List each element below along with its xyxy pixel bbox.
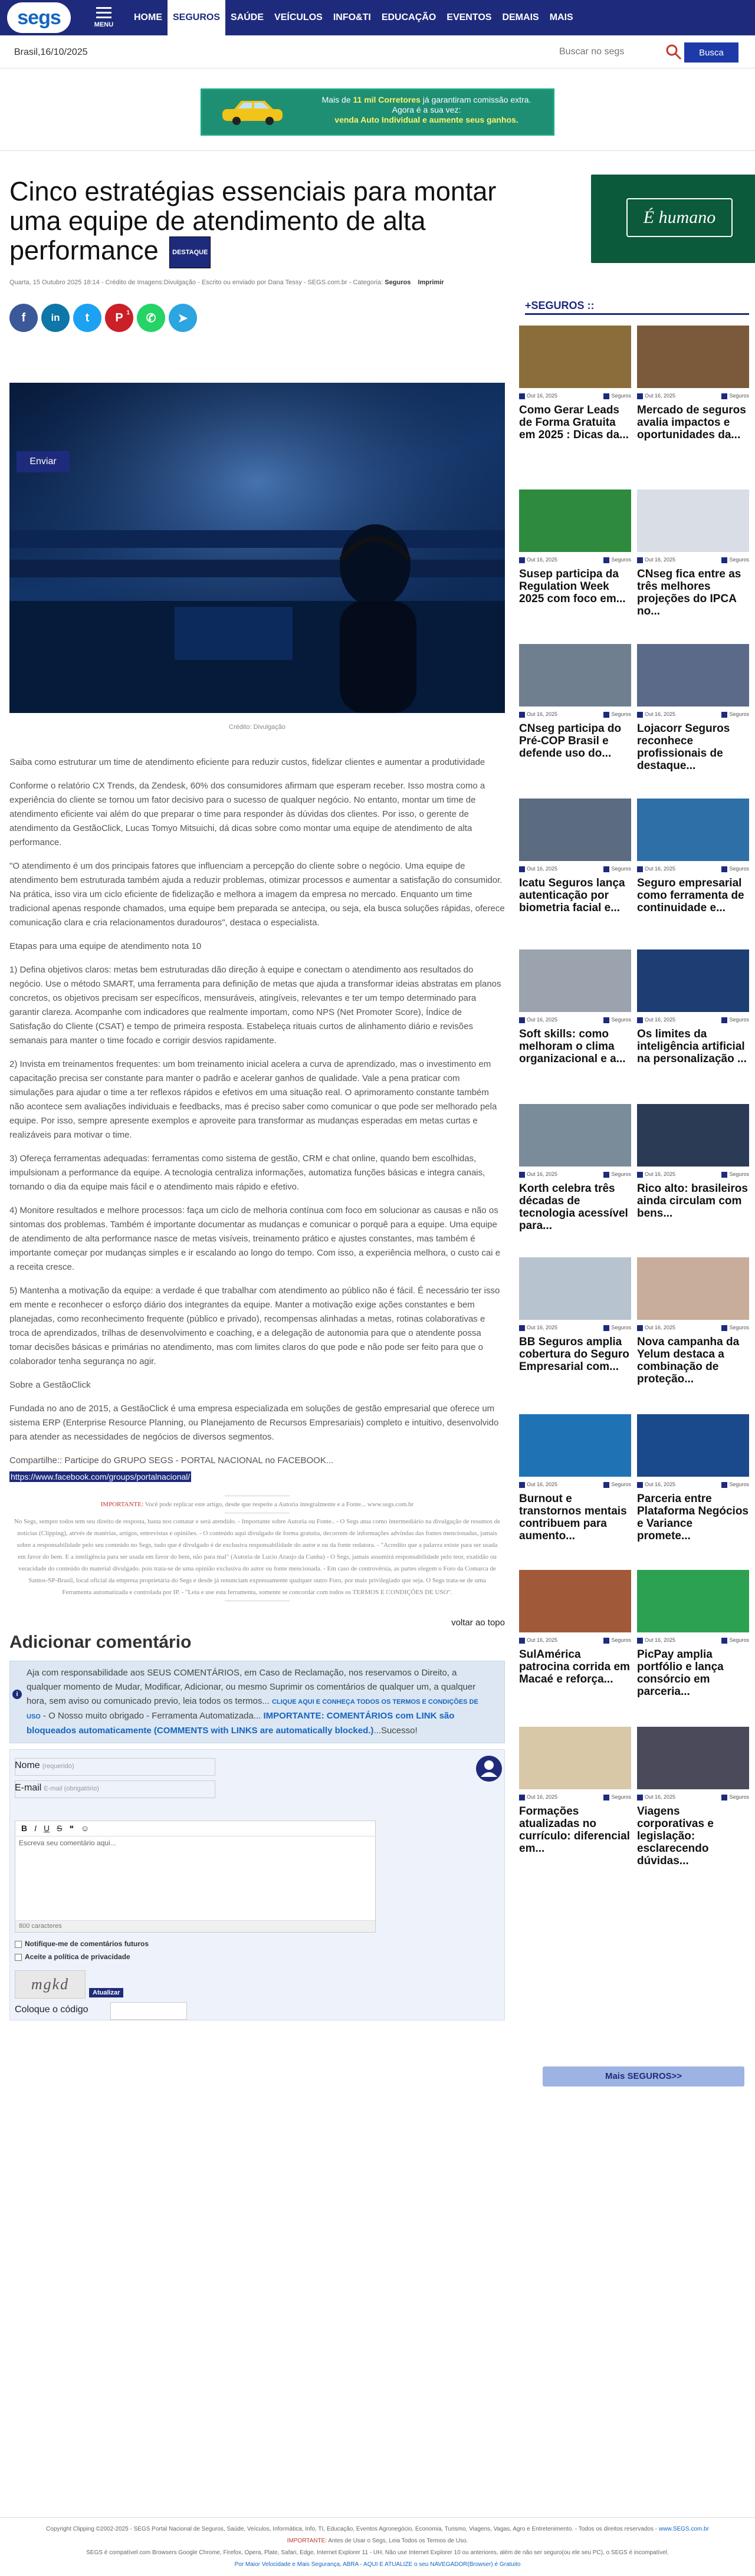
folder-icon	[721, 866, 727, 872]
news-meta: Out 16, 2025 Seguros	[519, 557, 631, 563]
news-title[interactable]: Os limites da inteligência artificial na personalização ...	[637, 1027, 747, 1065]
notify-checkbox[interactable]: Notifique-me de comentários futuros	[15, 1940, 149, 1948]
captcha-image: mgkd	[15, 1970, 86, 1999]
news-title[interactable]: Burnout e transtornos mentais contribuem para aumento...	[519, 1492, 627, 1542]
calendar-icon	[637, 1172, 643, 1178]
banner-text: Mais de 11 mil Corretores já garantiram comissão extra. Agora é a sua vez: venda Auto Individual e aumente seus ganhos.	[321, 95, 531, 124]
search-input[interactable]	[554, 42, 661, 61]
news-title[interactable]: CNseg participa do Pré-COP Brasil e defende uso do...	[519, 722, 622, 760]
comments-notice: i Aja com responsabilidade aos SEUS COMENTÁRIOS, em Caso de Reclamação, nos reservamos o Direito, a qualquer momento de Mudar, Modificar, Adicionar, ou mesmo Suprimir os comentários de qualquer um, a qualquer hora, sem aviso ou comunicado previo, leia todos os termos... CLIQUE AQUI E CONHEÇA TODOS OS TERMOS E CONDIÇÕES DE USO - O Nosso muito obrigado - Ferramenta Automatizada... IMPORTANTE: COMENTÁRIOS com LINK são bloqueados automaticamente (COMMENTS with LINKS are automatically blocked.)...Sucesso!	[9, 1661, 505, 1743]
news-meta: Out 16, 2025 Seguros	[519, 1637, 631, 1644]
search-icon[interactable]	[665, 44, 682, 60]
folder-icon	[721, 1172, 727, 1178]
hamburger-icon	[96, 7, 111, 18]
article-paragraph: 2) Invista em treinamentos frequentes: um bom treinamento inicial acelera a curva de aprendizado, mas o investimento em capacitação precisa ser constante para manter o padrão e acelerar ganhos de qualidade. Vale a pena praticar com simulações para ajudar o time a ter reflexos rápidos e efetivos em uma situação real. O aprimoramento constante também não acontece sem avaliações individuais e feedbacks, mas é preciso saber como comunicar o que pode ser melhorado pela equipe. Por isso, sempre apresente exemplos e aproveite para transformar as mudanças esperadas em metas curtas e realizáveis para motivar o time.	[9, 1059, 497, 1141]
menu-label: MENU	[94, 21, 114, 28]
folder-icon	[603, 866, 609, 872]
news-title[interactable]: Nova campanha da Yelum destaca a combinação de proteção...	[637, 1335, 740, 1385]
news-card[interactable]	[637, 644, 749, 772]
calendar-icon	[519, 712, 525, 718]
folder-icon	[603, 1638, 609, 1644]
nav-item-ve-culos[interactable]: VEÍCULOS	[274, 12, 323, 22]
submit-comment-button[interactable]: Enviar	[17, 451, 70, 472]
news-thumbnail[interactable]	[519, 644, 631, 707]
folder-icon	[721, 557, 727, 563]
captcha-label: Coloque o código	[15, 2005, 88, 2015]
taxi-car-icon	[220, 98, 285, 126]
news-card[interactable]	[519, 1414, 631, 1542]
news-title[interactable]: SulAmérica patrocina corrida em Macaé e reforça...	[519, 1648, 630, 1685]
name-label: Nome (requerido)	[15, 1760, 74, 1771]
news-title[interactable]: Parceria entre Plataforma Negócios e Variance promete...	[637, 1492, 749, 1542]
news-thumbnail[interactable]	[637, 1104, 749, 1167]
destaque-badge[interactable]: DESTAQUE	[169, 236, 211, 268]
editor-toolbar	[15, 1821, 375, 1836]
more-seguros-button[interactable]: Mais SEGUROS>>	[543, 2066, 744, 2087]
article-paragraph: Saiba como estruturar um time de atendimento eficiente para reduzir custos, fidelizar clientes e aumentar a produtividade	[9, 757, 485, 768]
article-paragraph: 3) Ofereça ferramentas adequadas: ferramentas como sistema de gestão, CRM e chat online, quando bem escolhidas, impulsionam a performance da equipe. A tecnologia centraliza informações, automatiza funções básicas e integra canais, tornando o dia da equipe mais fácil e o atendimento mais rápido e efetivo.	[9, 1154, 485, 1192]
folder-icon	[721, 1325, 727, 1331]
news-meta: Out 16, 2025 Seguros	[637, 1637, 749, 1644]
site-logo[interactable]: segs	[7, 2, 71, 33]
nav-item-info-ti[interactable]: INFO&TI	[333, 12, 371, 22]
quote-icon[interactable]: ❝	[69, 1823, 74, 1834]
bold-icon[interactable]: B	[21, 1823, 28, 1834]
pinterest-icon[interactable]: P 1	[105, 304, 133, 332]
calendar-icon	[637, 1638, 643, 1644]
news-card[interactable]	[519, 799, 631, 914]
privacy-checkbox[interactable]: Aceite a política de privacidade	[15, 1953, 130, 1961]
news-card[interactable]	[637, 326, 749, 441]
news-thumbnail[interactable]	[519, 1414, 631, 1477]
footer-browser-link[interactable]: Por Maior Velocidade e Mais Segurança, ABRA - AQUI E ATUALIZE o seu NAVEGADOR(Browser) é Gratuito	[234, 2561, 521, 2568]
sidebar-heading: +SEGUROS ::	[525, 300, 749, 315]
news-thumbnail[interactable]	[637, 644, 749, 707]
sidebar-ad[interactable]: É humano	[591, 175, 755, 263]
news-title[interactable]: Como Gerar Leads de Forma Gratuita em 2025 : Dicas da...	[519, 403, 629, 441]
article-paragraph: Etapas para uma equipe de atendimento nota 10	[9, 941, 202, 952]
calendar-icon	[637, 1482, 643, 1488]
facebook-icon[interactable]: f	[9, 304, 38, 332]
footer-browsers: SEGS é compatível com Browsers Google Chrome, Firefox, Opera, Plate, Safari, Edge, Internet Explorer 11 - UH, Não use Internet Explorer 10 ou anteriores, além de não ser seguro(ou ele seu PC), o SEGS é incompatível.	[86, 2549, 669, 2556]
menu-button[interactable]	[90, 2, 118, 33]
footer	[0, 2517, 755, 2576]
news-card[interactable]	[637, 1414, 749, 1542]
comment-editor[interactable]	[15, 1821, 376, 1933]
news-title[interactable]: Lojacorr Seguros reconhece profissionais de destaque...	[637, 722, 730, 772]
news-title[interactable]: BB Seguros amplia cobertura do Seguro Empresarial com...	[519, 1335, 629, 1373]
news-card[interactable]	[637, 1257, 749, 1385]
folder-icon	[721, 1638, 727, 1644]
current-date: Brasil,16/10/2025	[14, 47, 88, 57]
news-card[interactable]	[637, 1727, 749, 1867]
print-link[interactable]: Imprimir	[418, 279, 444, 287]
folder-icon	[721, 393, 727, 399]
name-field[interactable]	[15, 1758, 215, 1776]
comment-form	[9, 1749, 505, 2020]
news-meta: Out 16, 2025 Seguros	[637, 866, 749, 872]
news-meta: Out 16, 2025 Seguros	[637, 1325, 749, 1331]
footer-copyright: Copyright Clipping ©2002-2025 - SEGS Portal Nacional de Seguros, Saúde, Veículos, Informática, Info, TI, Educação, Eventos Agronegócio, Economia, Turismo, Viagens, Vagas, Agro e Entretenimento. - Todos os direitos reservados - www.SEGS.com.br	[46, 2526, 709, 2532]
article-paragraph: 5) Mantenha a motivação da equipe: a verdade é que trabalhar com atendimento ao público não é fácil. É necessário ter isso em mente e reconhecer o esforço diário dos integrantes da equipe. Manter a motivação exige ações constantes e bem planejadas, como reconhecimento frequente (público e privado), recompensas alinhadas a metas, rotinas colaborativas e troca de aprendizados, trilhas de desenvolvimento e coaching, e a delegação de autonomia para que o atendente possa tomar decisões básicas e primárias no atendimento, mas com limites claros do que pode e não pode ser feito para que o colaborador tenha segurança no agir.	[9, 1286, 500, 1367]
article-paragraph: "O atendimento é um dos principais fatores que influenciam a percepção do cliente sobre o negócio. Uma equipe de atendimento bem estruturada também ajuda a reduzir problemas, otimizar processos e aumentar a satisfação do consumidor. Na prática, isso vira um ciclo eficiente de fidelização e melhora a imagem da empresa no mercado. Enquanto um time tradicional apenas responde chamados, uma equipe bem preparada se antecipa, ou seja, ela busca soluções rápidas, oferece comunicação clara e cria relacionamentos duradouros", destaca o especialista.	[9, 861, 505, 928]
whatsapp-icon[interactable]: ✆	[137, 304, 165, 332]
calendar-icon	[519, 1638, 525, 1644]
news-title[interactable]: Soft skills: como melhoram o clima organizacional e a...	[519, 1027, 626, 1065]
folder-icon	[603, 393, 609, 399]
news-card[interactable]	[637, 1570, 749, 1698]
news-meta: Out 16, 2025 Seguros	[637, 393, 749, 399]
news-thumbnail[interactable]	[519, 489, 631, 552]
news-meta: Out 16, 2025 Seguros	[637, 1017, 749, 1023]
calendar-icon	[637, 393, 643, 399]
news-thumbnail[interactable]	[637, 1414, 749, 1477]
news-thumbnail[interactable]	[519, 326, 631, 388]
folder-icon	[603, 1482, 609, 1488]
folder-icon	[603, 1795, 609, 1800]
news-title[interactable]: Susep participa da Regulation Week 2025 com foco em...	[519, 567, 626, 605]
news-thumbnail[interactable]	[637, 1727, 749, 1789]
news-card[interactable]	[519, 1104, 631, 1232]
article-paragraph: Sobre a GestãoClick	[9, 1380, 91, 1391]
news-meta: Out 16, 2025 Seguros	[519, 711, 631, 718]
calendar-icon	[519, 1795, 525, 1800]
calendar-icon	[637, 712, 643, 718]
calendar-icon	[519, 1017, 525, 1023]
news-thumbnail[interactable]	[519, 1727, 631, 1789]
news-card[interactable]	[637, 799, 749, 914]
news-meta: Out 16, 2025 Seguros	[519, 866, 631, 872]
nav-item-eventos[interactable]: EVENTOS	[447, 12, 492, 22]
calendar-icon	[519, 866, 525, 872]
calendar-icon	[519, 1482, 525, 1488]
news-card[interactable]	[519, 644, 631, 760]
calendar-icon	[519, 557, 525, 563]
footer-warning: IMPORTANTE: Antes de Usar o Segs, Leia Todos os Termos de Uso.	[287, 2538, 468, 2544]
email-field[interactable]	[15, 1780, 215, 1798]
news-thumbnail[interactable]	[637, 1570, 749, 1632]
ad-banner[interactable]	[201, 88, 554, 136]
linkedin-icon[interactable]: in	[41, 304, 70, 332]
info-icon: i	[12, 1690, 22, 1699]
news-card[interactable]	[637, 1104, 749, 1220]
folder-icon	[721, 1017, 727, 1023]
main-nav	[129, 0, 579, 35]
folder-icon	[603, 712, 609, 718]
nav-item-demais[interactable]: DEMAIS	[502, 12, 539, 22]
article-title: Cinco estratégias essenciais para montar uma equipe de atendimento de alta performance DESTAQUE	[9, 177, 505, 268]
user-avatar-icon	[476, 1756, 502, 1782]
calendar-icon	[637, 557, 643, 563]
article-body	[9, 755, 505, 1468]
calendar-icon	[519, 393, 525, 399]
article-paragraph: Conforme o relatório CX Trends, da Zendesk, 60% dos consumidores afirmam que esperam receber. Isso mostra como a experiência do cliente se tornou um fator decisivo para o sucesso de qualquer negócio. No entanto, montar um time de atendimento eficiente vai além do que preparar o time para responder às dúvidas dos clientes. Por isso, o gerente de atendimento da GestãoClick, Lucas Tomyo Mitsuichi, dá dicas sobre como montar uma equipe de atendimento de alta performance.	[9, 781, 485, 848]
news-card[interactable]	[519, 1257, 631, 1373]
news-card[interactable]	[637, 489, 749, 617]
nav-item-sa-de[interactable]: SAÚDE	[231, 12, 264, 22]
article-paragraph: 1) Defina objetivos claros: metas bem estruturadas dão direção à equipe e conectam o atendimento aos resultados do negócio. Use o método SMART, uma ferramenta para definição de metas que ajuda a transformar ideias abstratas em planos concretos, os objetivos precisam ser específicos, mensuráveis, atingíveis, relevantes e ter um tempo determinado para garantir clareza. Acompanhe com indicadores que realmente importam, como NPS (Net Promoter Score), Índice de Satisfação do Cliente (CSAT) e tempo de primeira resposta. Estabeleça rituais curtos de alinhamento diário e revisões semanais para manter o time focado e corrigir desvios rapidamente.	[9, 965, 501, 1046]
comments-heading: Adicionar comentário	[9, 1632, 192, 1652]
share-bar	[9, 304, 505, 332]
search-button[interactable]: Busca	[684, 42, 738, 63]
news-meta: Out 16, 2025 Seguros	[637, 557, 749, 563]
article-paragraph: 4) Monitore resultados e melhore processos: faça um ciclo de melhoria contínua com foco em solucionar as causas e não os sintomas dos problemas. Também é importante documentar as mudanças e comunicar o porquê para a equipe. Uma equipe de atendimento de alta performance nasce de metas visíveis, treinamento prático e ajustes constantes, mas também é importante começar por mudanças simples e ir escalando ao longo do tempo. Com isso, a experiência melhora, o custo cai e a receita cresce.	[9, 1205, 501, 1273]
folder-icon	[721, 1795, 727, 1800]
news-title[interactable]: Rico alto: brasileiros ainda circulam com bens...	[637, 1182, 748, 1220]
article-paragraph: Compartilhe:: Participe do GRUPO SEGS - PORTAL NACIONAL no FACEBOOK...	[9, 1455, 334, 1466]
news-thumbnail[interactable]	[637, 326, 749, 388]
photo-caption: Crédito: Divulgação	[229, 724, 285, 731]
calendar-icon	[637, 1017, 643, 1023]
news-meta: Out 16, 2025 Seguros	[519, 1171, 631, 1178]
news-title[interactable]: PicPay amplia portfólio e lança consórcio em parceria...	[637, 1648, 724, 1698]
article-photo	[9, 383, 505, 713]
strike-icon[interactable]: S	[57, 1823, 63, 1834]
emoji-icon[interactable]: ☺	[81, 1823, 90, 1834]
email-label: E-mail E-mail (obrigatório)	[15, 1783, 99, 1793]
nav-item-mais[interactable]: MAIS	[549, 12, 573, 22]
news-thumbnail[interactable]	[637, 1257, 749, 1320]
news-card[interactable]	[519, 489, 631, 605]
news-title[interactable]: Icatu Seguros lança autenticação por biometria facial e...	[519, 876, 625, 914]
news-title[interactable]: Viagens corporativas e legislação: esclarecendo dúvidas...	[637, 1805, 714, 1867]
news-thumbnail[interactable]	[637, 799, 749, 861]
news-title[interactable]: Korth celebra três décadas de tecnologia acessível para...	[519, 1182, 628, 1232]
news-thumbnail[interactable]	[519, 1104, 631, 1167]
folder-icon	[603, 1325, 609, 1331]
nav-item-seguros[interactable]: SEGUROS	[168, 0, 225, 35]
top-navbar	[0, 0, 755, 35]
captcha-input[interactable]	[110, 2002, 187, 2020]
article	[9, 177, 505, 2020]
news-meta: Out 16, 2025 Seguros	[519, 1325, 631, 1331]
news-meta: Out 16, 2025 Seguros	[637, 1794, 749, 1800]
editor-placeholder: Escreva seu comentário aqui...	[19, 1839, 116, 1848]
news-meta: Out 16, 2025 Seguros	[519, 1794, 631, 1800]
news-thumbnail[interactable]	[519, 949, 631, 1012]
news-thumbnail[interactable]	[519, 799, 631, 861]
category-link[interactable]: Seguros	[385, 279, 411, 287]
calendar-icon	[637, 1795, 643, 1800]
folder-icon	[603, 1172, 609, 1178]
news-title[interactable]: Seguro empresarial como ferramenta de continuidade e...	[637, 876, 744, 914]
telegram-icon[interactable]: ➤	[169, 304, 197, 332]
news-title[interactable]: CNseg fica entre as três melhores projeções do IPCA no...	[637, 567, 741, 617]
news-title[interactable]: Mercado de seguros avalia impactos e oportunidades da...	[637, 403, 746, 441]
news-meta: Out 16, 2025 Seguros	[637, 711, 749, 718]
calendar-icon	[519, 1172, 525, 1178]
article-meta: Quarta, 15 Outubro 2025 18:14 - Crédito de Imagens:Divulgação - Escrito ou enviado por Dana Tessy - SEGS.com.br - Categoria: Seguros Imprimir	[9, 279, 444, 287]
calendar-icon	[519, 1325, 525, 1331]
news-thumbnail[interactable]	[519, 1257, 631, 1320]
news-meta: Out 16, 2025 Seguros	[519, 1017, 631, 1023]
news-thumbnail[interactable]	[637, 489, 749, 552]
news-card[interactable]	[519, 326, 631, 441]
news-card[interactable]	[519, 1727, 631, 1855]
news-card[interactable]	[637, 949, 749, 1065]
news-thumbnail[interactable]	[519, 1570, 631, 1632]
folder-icon	[603, 1017, 609, 1023]
captcha-refresh-button[interactable]: Atualizar	[89, 1988, 123, 1997]
news-card[interactable]	[519, 1570, 631, 1685]
news-title[interactable]: Formações atualizadas no currículo: diferencial em...	[519, 1805, 630, 1855]
terms-link[interactable]: CLIQUE AQUI E CONHEÇA TODOS OS TERMOS E CONDIÇÕES DE USO	[27, 1698, 478, 1721]
facebook-group-link[interactable]: https://www.facebook.com/groups/portalnacional/	[11, 1472, 191, 1482]
news-card[interactable]	[519, 949, 631, 1065]
back-to-top-link[interactable]: voltar ao topo	[451, 1618, 505, 1628]
folder-icon	[721, 712, 727, 718]
news-meta: Out 16, 2025 Seguros	[637, 1171, 749, 1178]
underline-icon[interactable]: U	[44, 1823, 50, 1834]
char-counter: 800 caracteres	[15, 1920, 375, 1932]
calendar-icon	[637, 1325, 643, 1331]
twitter-icon[interactable]: t	[73, 304, 101, 332]
news-meta: Out 16, 2025 Seguros	[519, 393, 631, 399]
folder-icon	[603, 557, 609, 563]
calendar-icon	[637, 866, 643, 872]
nav-item-educa-o[interactable]: EDUCAÇÃO	[381, 12, 436, 22]
disclaimer: IMPORTANTE: Você pode replicar este artigo, desde que respeite a Autoria integralmente e a Fonte... www.segs.com.br No Segs, sempre todos tem seu direito de resposta, basta nos contatar e será atendido. - Importante sobre Autoria ou Fonte.. - O Segs atua como intermediário na divulgação de resumos de notícias (Clipping), atrvés de matérias, artigos, entrevistas e opiniões. - O conteúdo aqui divulgado de forma gratuita, decorrem de informações advindas das fontes mencionadas, jamais sobre a responsabilidade pelo seu conteúdo no Segs, tudo que é divulgado é de exclusiva responsabilidade do autor e ou da fonte redatora. - "Acredito que a palavra existe para ser usada em favor do bem. E a inteligência para ser usada em favor do bem, não para mal" (Autoria de Lucio Araujo da Cunha) - O Segs, jamais assumirá responsabilidade pelo teor, exatidão ou veracidade do conteúdo do material divulgado. pois trata-se de uma opinião exclusiva do autor ou fonte mencionada. - Em caso de controvérsia, as partes elegem o Foro da Comarca de Santos-SP-Brasil, local oficial da empresa proprietária do Segs e desde já renunciam expressamente qualquer outro Foro, por mais privilegiado que seja. O Segs trata-se de uma Ferramenta automatizada e controlada por IP. - "Leia e use esta ferramenta, somente se concordar com todos os TERMOS E CONDIÇÕES DE USO".	[9, 1496, 505, 1601]
call-center-image	[9, 383, 505, 713]
nav-item-home[interactable]: HOME	[134, 12, 162, 22]
news-thumbnail[interactable]	[637, 949, 749, 1012]
folder-icon	[721, 1482, 727, 1488]
italic-icon[interactable]: I	[34, 1823, 37, 1834]
sub-header	[0, 35, 755, 68]
article-paragraph: Fundada no ano de 2015, a GestãoClick é uma empresa especializada em soluções de gestão empresarial que oferece um sistema ERP (Enterprise Resource Planning, ou Planejamento de Recursos Empresariais) completo e intuitivo, desenvolvido para atender as necessidades de negócios de diversos segmentos.	[9, 1404, 499, 1443]
news-meta: Out 16, 2025 Seguros	[637, 1481, 749, 1488]
news-meta: Out 16, 2025 Seguros	[519, 1481, 631, 1488]
